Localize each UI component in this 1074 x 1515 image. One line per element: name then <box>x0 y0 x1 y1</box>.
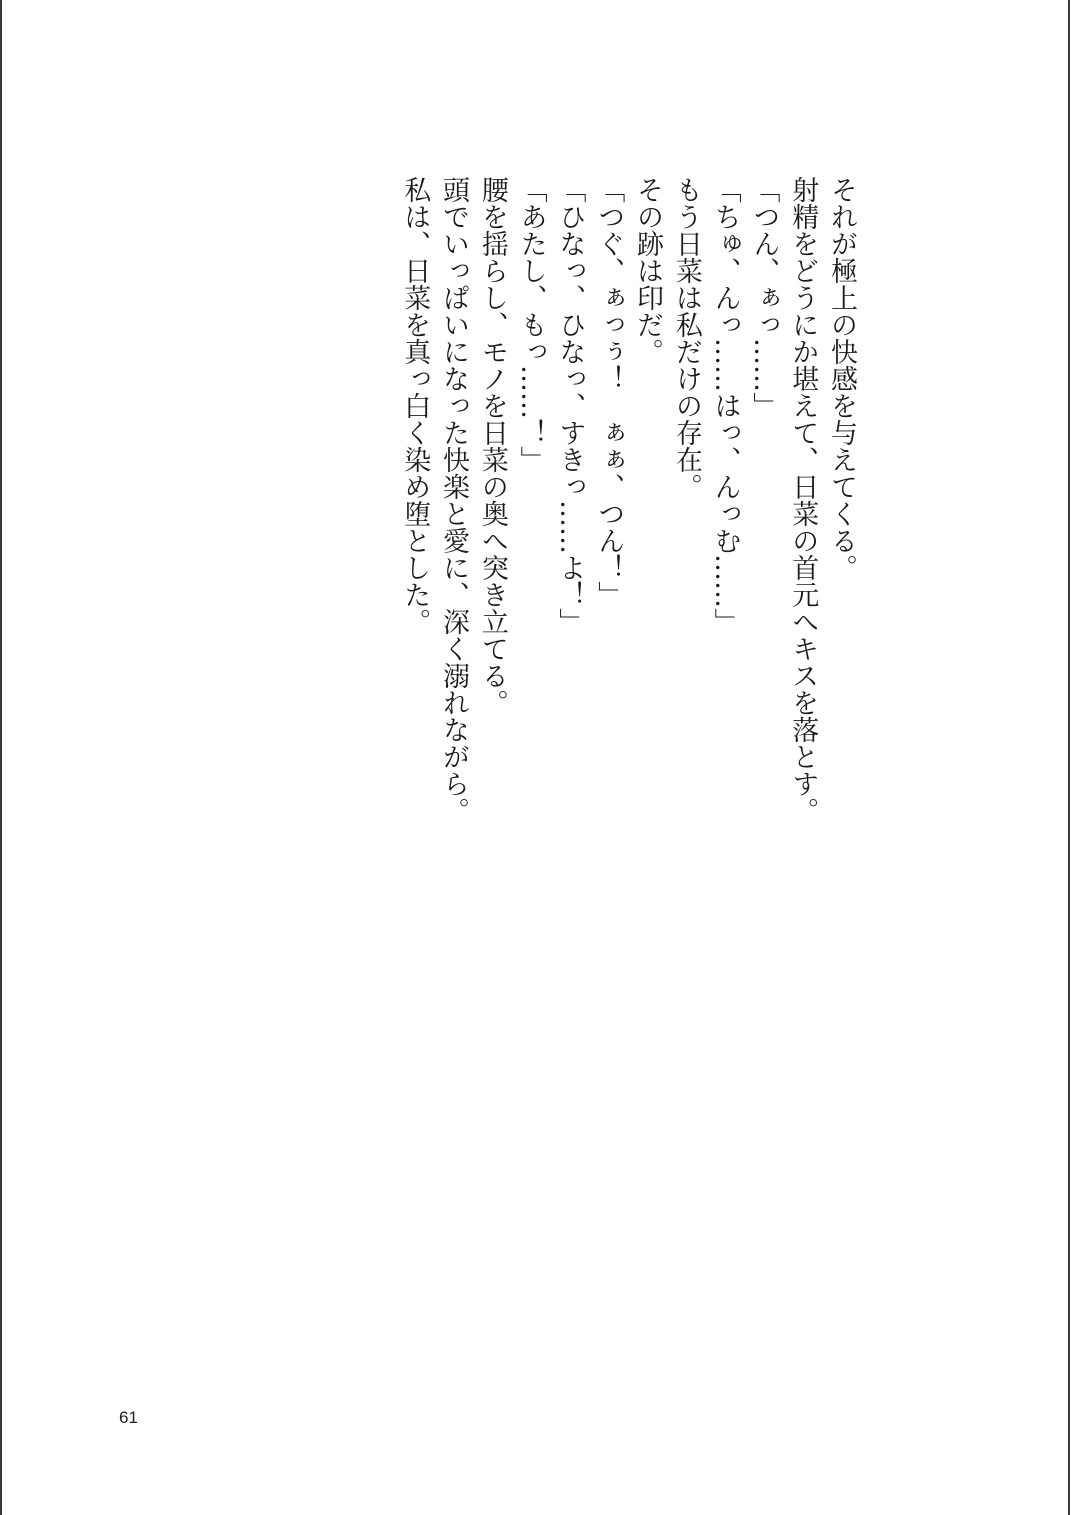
page-edge-left <box>0 0 2 1515</box>
text-line: 射精をどうにか堪えて、日菜の首元へキスを落とす。 <box>787 176 819 824</box>
text-line: その跡は印だ。 <box>632 176 664 365</box>
text-line: 「あたし、もっ……！」 <box>515 176 547 473</box>
text-line: もう日菜は私だけの存在。 <box>670 176 702 500</box>
vertical-body-text <box>394 176 860 824</box>
text-line: 頭でいっぱいになった快楽と愛に、深く溺れながら。 <box>438 176 470 824</box>
page-number: 61 <box>119 1408 138 1427</box>
text-line: 「ちゅ、んっ……はっ、んっむ……」 <box>709 176 741 635</box>
page-edge-right <box>1068 0 1070 1515</box>
text-line: 「つぐ、ぁっぅ！ ぁぁ、つん！」 <box>593 176 625 608</box>
text-line: 「つん、ぁっ……」 <box>748 176 780 419</box>
text-line: 「ひなっ、ひなっ、すきっ……よ！」 <box>554 176 586 635</box>
text-line: それが極上の快感を与えてくる。 <box>826 176 857 581</box>
text-line: 腰を揺らし、モノを日菜の奥へ突き立てる。 <box>476 176 508 716</box>
text-line: 私は、日菜を真っ白く染め堕とした。 <box>399 176 431 635</box>
